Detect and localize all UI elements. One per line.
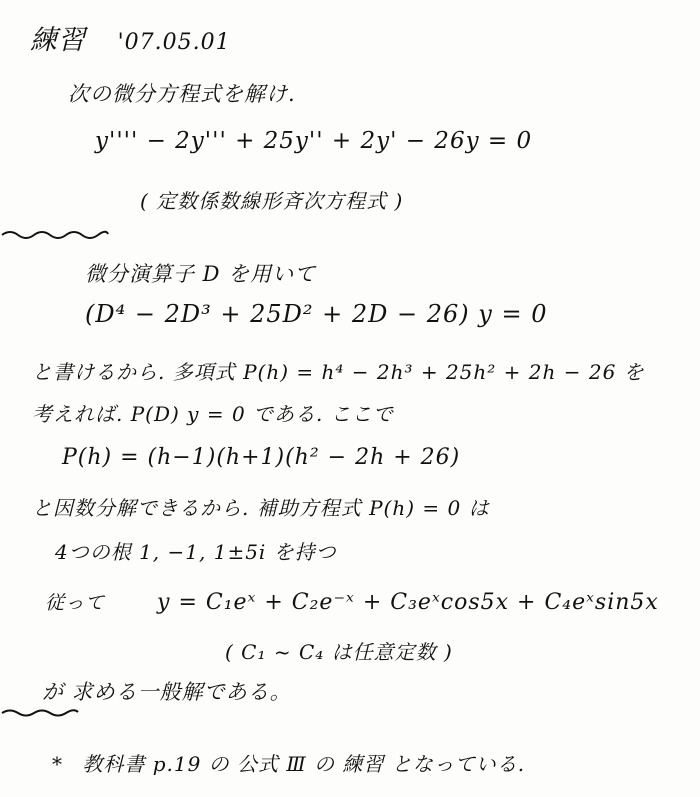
- footer-note: 教科書 p.19 の 公式 Ⅲ の 練習 となっている.: [82, 752, 526, 776]
- therefore-label: 従って: [45, 592, 106, 614]
- divider-wavy-2: [0, 706, 80, 720]
- title: [30, 18, 231, 57]
- roots-line: 4つの根 1, −1, 1±5i を持つ: [55, 540, 337, 564]
- general-solution-row: [45, 588, 659, 615]
- general-solution: y = C₁eˣ + C₂e⁻ˣ + C₃eˣcos5x + C₄eˣsin5x: [157, 590, 659, 615]
- operator-equation: (D⁴ − 2D³ + 25D² + 2D − 26) y = 0: [85, 300, 548, 328]
- footer-note-row: [52, 748, 525, 777]
- operator-intro: 微分演算子 D を用いて: [85, 262, 317, 286]
- title-text: 練習: [30, 25, 86, 56]
- divider-wavy-1: [0, 227, 110, 241]
- constants-note: ( C₁ ~ C₄ は任意定数 ): [225, 640, 453, 664]
- conclusion: が 求める一般解である。: [42, 680, 292, 704]
- factored-polynomial: P(h) = (h−1)(h+1)(h² − 2h + 26): [62, 445, 461, 470]
- instruction: 次の微分方程式を解け.: [68, 82, 296, 106]
- date: '07.05.01: [117, 30, 231, 55]
- ode-classification: ( 定数係数線形斉次方程式 ): [140, 189, 404, 213]
- ode-equation: y'''' − 2y''' + 25y'' + 2y' − 26y = 0: [95, 128, 533, 154]
- polynomial-line: と書けるから. 多項式 P(h) = h⁴ − 2h³ + 25h² + 2h − 26 を: [32, 360, 645, 384]
- auxiliary-equation-line: と因数分解できるから. 補助方程式 P(h) = 0 は: [32, 496, 490, 520]
- star-mark: *: [52, 752, 63, 776]
- consider-line: 考えれば. P(D) y = 0 である. ここで: [32, 402, 394, 426]
